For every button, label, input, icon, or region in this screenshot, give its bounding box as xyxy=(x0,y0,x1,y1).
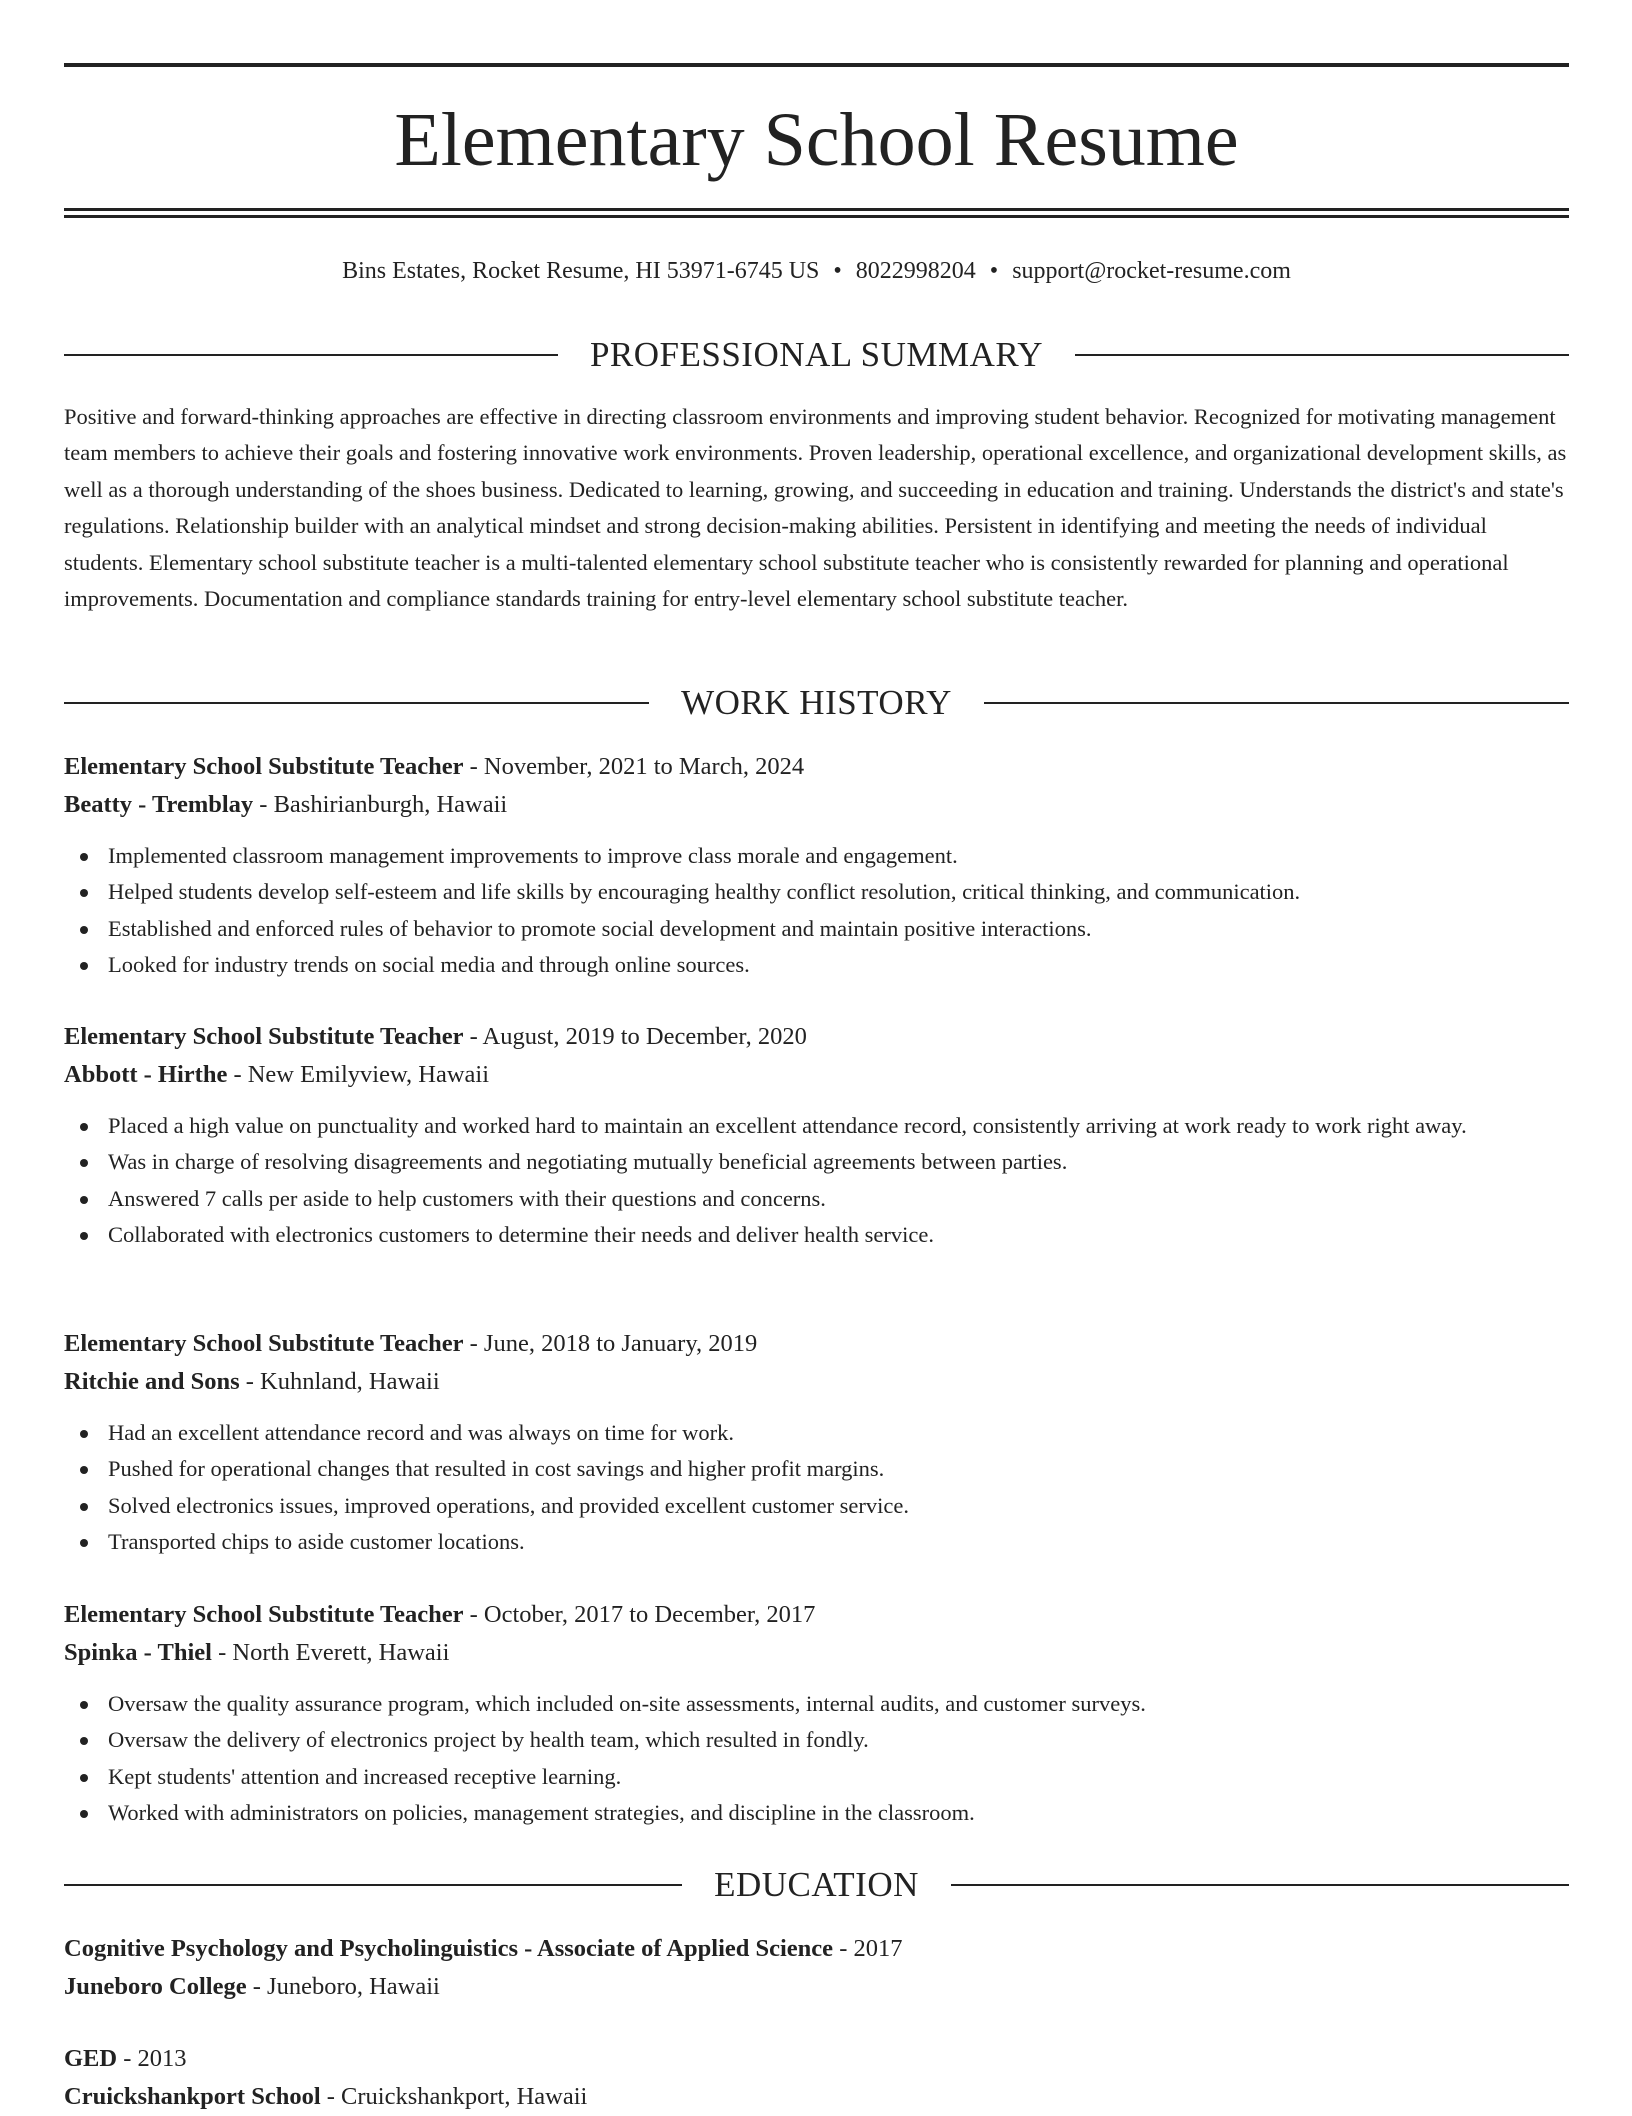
education-degree: Cognitive Psychology and Psycholinguistics - Associate of Applied Science xyxy=(64,1935,834,1962)
education-entry xyxy=(64,1930,1569,2006)
job-title: Elementary School Substitute Teacher xyxy=(64,1023,464,1050)
job-bullets xyxy=(64,1686,1569,1832)
education-location: - Cruickshankport, Hawaii xyxy=(320,2083,588,2110)
job-location: - Bashirianburgh, Hawaii xyxy=(253,791,508,818)
bullet-item: Solved electronics issues, improved operations, and provided excellent customer service. xyxy=(64,1488,1569,1524)
section-title: WORK HISTORY xyxy=(681,683,952,722)
job-company-line xyxy=(64,1363,1569,1401)
education-year: - 2017 xyxy=(833,1935,903,1962)
job-entry xyxy=(64,1018,1569,1254)
heading-rule xyxy=(984,702,1569,704)
contact-separator: • xyxy=(833,258,842,284)
job-bullets xyxy=(64,838,1569,984)
job-title-line xyxy=(64,1596,1569,1634)
bullet-item: Transported chips to aside customer locations. xyxy=(64,1524,1569,1560)
job-company: Beatty - Tremblay xyxy=(64,791,254,818)
education-year: - 2013 xyxy=(117,2045,187,2072)
bullet-item: Helped students develop self-esteem and life skills by encouraging healthy conflict resolution, critical thinking, and communication. xyxy=(64,874,1569,910)
job-entry xyxy=(64,1325,1569,1561)
contact-line xyxy=(64,254,1569,288)
bullet-item: Oversaw the quality assurance program, which included on-site assessments, internal audits, and customer surveys. xyxy=(64,1686,1569,1722)
job-company: Spinka - Thiel xyxy=(64,1639,212,1666)
bullet-item: Worked with administrators on policies, management strategies, and discipline in the classroom. xyxy=(64,1795,1569,1831)
job-company-line xyxy=(64,1634,1569,1672)
heading-rule xyxy=(64,354,558,356)
education-location: - Juneboro, Hawaii xyxy=(246,1973,440,2000)
job-company: Ritchie and Sons xyxy=(64,1368,240,1395)
job-title-line xyxy=(64,1325,1569,1363)
heading-rule xyxy=(1075,354,1569,356)
section-title: PROFESSIONAL SUMMARY xyxy=(589,335,1044,374)
job-dates: - November, 2021 to March, 2024 xyxy=(463,753,805,780)
bullet-item: Oversaw the delivery of electronics project by health team, which resulted in fondly. xyxy=(64,1722,1569,1758)
job-location: - Kuhnland, Hawaii xyxy=(239,1368,440,1395)
job-title: Elementary School Substitute Teacher xyxy=(64,1330,464,1357)
job-bullets xyxy=(64,1108,1569,1254)
section-heading-summary xyxy=(64,335,1569,375)
job-dates: - October, 2017 to December, 2017 xyxy=(463,1601,816,1628)
job-title: Elementary School Substitute Teacher xyxy=(64,1601,464,1628)
education-degree-line xyxy=(64,1930,1569,1968)
job-dates: - August, 2019 to December, 2020 xyxy=(463,1023,807,1050)
education-school-line xyxy=(64,2078,1569,2116)
job-dates: - June, 2018 to January, 2019 xyxy=(463,1330,758,1357)
section-title: EDUCATION xyxy=(714,1865,919,1904)
bullet-item: Pushed for operational changes that resulted in cost savings and higher profit margins. xyxy=(64,1451,1569,1487)
job-title-line xyxy=(64,1018,1569,1056)
bullet-item: Was in charge of resolving disagreements and negotiating mutually beneficial agreements between parties. xyxy=(64,1144,1569,1180)
heading-rule xyxy=(951,1884,1569,1886)
job-location: - New Emilyview, Hawaii xyxy=(227,1061,490,1088)
education-school: Cruickshankport School xyxy=(64,2083,321,2110)
job-title: Elementary School Substitute Teacher xyxy=(64,753,464,780)
job-company-line xyxy=(64,1056,1569,1094)
bullet-item: Kept students' attention and increased receptive learning. xyxy=(64,1759,1569,1795)
bullet-item: Collaborated with electronics customers to determine their needs and deliver health service. xyxy=(64,1217,1569,1253)
resume-title: Elementary School Resume xyxy=(394,98,1239,182)
job-company-line xyxy=(64,786,1569,824)
job-title-line xyxy=(64,748,1569,786)
section-heading-work xyxy=(64,683,1569,723)
education-school-line xyxy=(64,1968,1569,2006)
education-entry xyxy=(64,2040,1569,2116)
job-company: Abbott - Hirthe xyxy=(64,1061,228,1088)
bullet-item: Had an excellent attendance record and was always on time for work. xyxy=(64,1415,1569,1451)
bullet-item: Implemented classroom management improvements to improve class morale and engagement. xyxy=(64,838,1569,874)
bullet-item: Answered 7 calls per aside to help customers with their questions and concerns. xyxy=(64,1181,1569,1217)
contact-email: support@rocket-resume.com xyxy=(1012,258,1291,284)
contact-address: Bins Estates, Rocket Resume, HI 53971-6745 US xyxy=(342,258,820,284)
bullet-item: Established and enforced rules of behavior to promote social development and maintain positive interactions. xyxy=(64,911,1569,947)
education-degree: GED xyxy=(64,2045,118,2072)
education-school: Juneboro College xyxy=(64,1973,247,2000)
summary-text: Positive and forward-thinking approaches are effective in directing classroom environments and improving student behavior. Recognized for motivating management team members to achieve their goals and fostering innovative work environments. Proven leadership, operational excellence, and organizational development skills, as well as a thorough understanding of the shoes business. Dedicated to learning, growing, and succeeding in education and training. Understands the district's and state's regulations. Relationship builder with an analytical mindset and strong decision-making abilities. Persistent in identifying and meeting the needs of individual students. Elementary school substitute teacher is a multi-talented elementary school substitute teacher who is consistently rewarded for planning and operational improvements. Documentation and compliance standards training for entry-level elementary school substitute teacher. xyxy=(64,404,1567,612)
bullet-item: Placed a high value on punctuality and worked hard to maintain an excellent attendance record, consistently arriving at work ready to work right away. xyxy=(64,1108,1569,1144)
education-degree-line xyxy=(64,2040,1569,2078)
job-bullets xyxy=(64,1415,1569,1561)
heading-rule xyxy=(64,1884,682,1886)
job-entry xyxy=(64,748,1569,984)
contact-separator: • xyxy=(989,258,999,284)
bullet-item: Looked for industry trends on social media and through online sources. xyxy=(64,947,1569,983)
title-rule-upper xyxy=(64,208,1569,211)
section-heading-education xyxy=(64,1865,1569,1905)
title-rule-lower xyxy=(64,215,1569,218)
heading-rule xyxy=(64,702,649,704)
top-rule xyxy=(64,63,1569,67)
job-location: - North Everett, Hawaii xyxy=(211,1639,450,1666)
contact-phone: 8022998204 xyxy=(855,258,976,284)
job-entry xyxy=(64,1596,1569,1832)
